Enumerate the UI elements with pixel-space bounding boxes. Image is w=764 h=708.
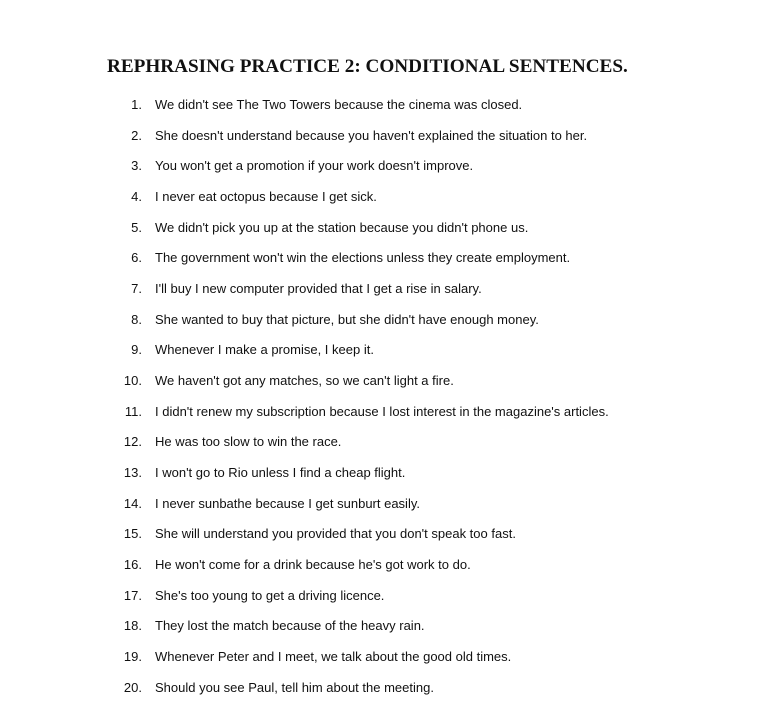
item-text: I didn't renew my subscription because I lost interest in the magazine's articles. — [155, 403, 609, 419]
item-number: 3. — [131, 158, 142, 174]
item-number: 6. — [131, 250, 142, 266]
item-number: 9. — [131, 342, 142, 358]
item-number: 12. — [123, 434, 142, 450]
item-text: He was too slow to win the race. — [155, 434, 342, 450]
item-number: 5. — [131, 219, 142, 235]
item-number: 18. — [123, 618, 142, 634]
item-number: 16. — [123, 557, 142, 573]
item-text: You won't get a promotion if your work doesn't improve. — [155, 158, 474, 174]
item-text: We didn't pick you up at the station because you didn't phone us. — [155, 219, 529, 235]
item-text: She's too young to get a driving licence. — [155, 587, 385, 603]
item-number: 15. — [123, 526, 142, 542]
item-number: 8. — [131, 311, 142, 327]
item-text: I never sunbathe because I get sunburt easily. — [155, 495, 420, 511]
item-text: They lost the match because of the heavy rain. — [155, 618, 425, 634]
item-number: 19. — [123, 649, 142, 665]
item-number: 2. — [131, 127, 142, 143]
item-text: He won't come for a drink because he's got work to do. — [155, 557, 471, 573]
item-text: The government won't win the elections unless they create employment. — [155, 250, 571, 266]
item-text: She will understand you provided that you don't speak too fast. — [155, 526, 516, 542]
item-number: 17. — [123, 587, 142, 603]
item-text: I never eat octopus because I get sick. — [155, 189, 377, 205]
item-number: 11. — [124, 403, 142, 419]
item-number: 7. — [131, 281, 142, 297]
item-number: 13. — [123, 465, 142, 481]
item-number: 4. — [131, 189, 142, 205]
item-text: She doesn't understand because you haven't explained the situation to her. — [155, 127, 588, 143]
item-text: She wanted to buy that picture, but she didn't have enough money. — [155, 311, 539, 327]
item-text: Should you see Paul, tell him about the meeting. — [155, 679, 434, 695]
item-number: 10. — [123, 373, 142, 389]
item-text: We didn't see The Two Towers because the cinema was closed. — [155, 97, 523, 112]
item-text: Whenever I make a promise, I keep it. — [155, 342, 374, 358]
item-number: 1. — [131, 97, 142, 112]
item-text: I'll buy I new computer provided that I get a rise in salary. — [155, 281, 482, 297]
item-text: I won't go to Rio unless I find a cheap flight. — [155, 465, 406, 481]
item-number: 14. — [123, 495, 142, 511]
page-title: REPHRASING PRACTICE 2: CONDITIONAL SENTENCES. — [107, 56, 628, 77]
item-number: 20. — [123, 679, 142, 695]
item-text: We haven't got any matches, so we can't light a fire. — [155, 373, 454, 389]
item-text: Whenever Peter and I meet, we talk about the good old times. — [155, 649, 512, 665]
